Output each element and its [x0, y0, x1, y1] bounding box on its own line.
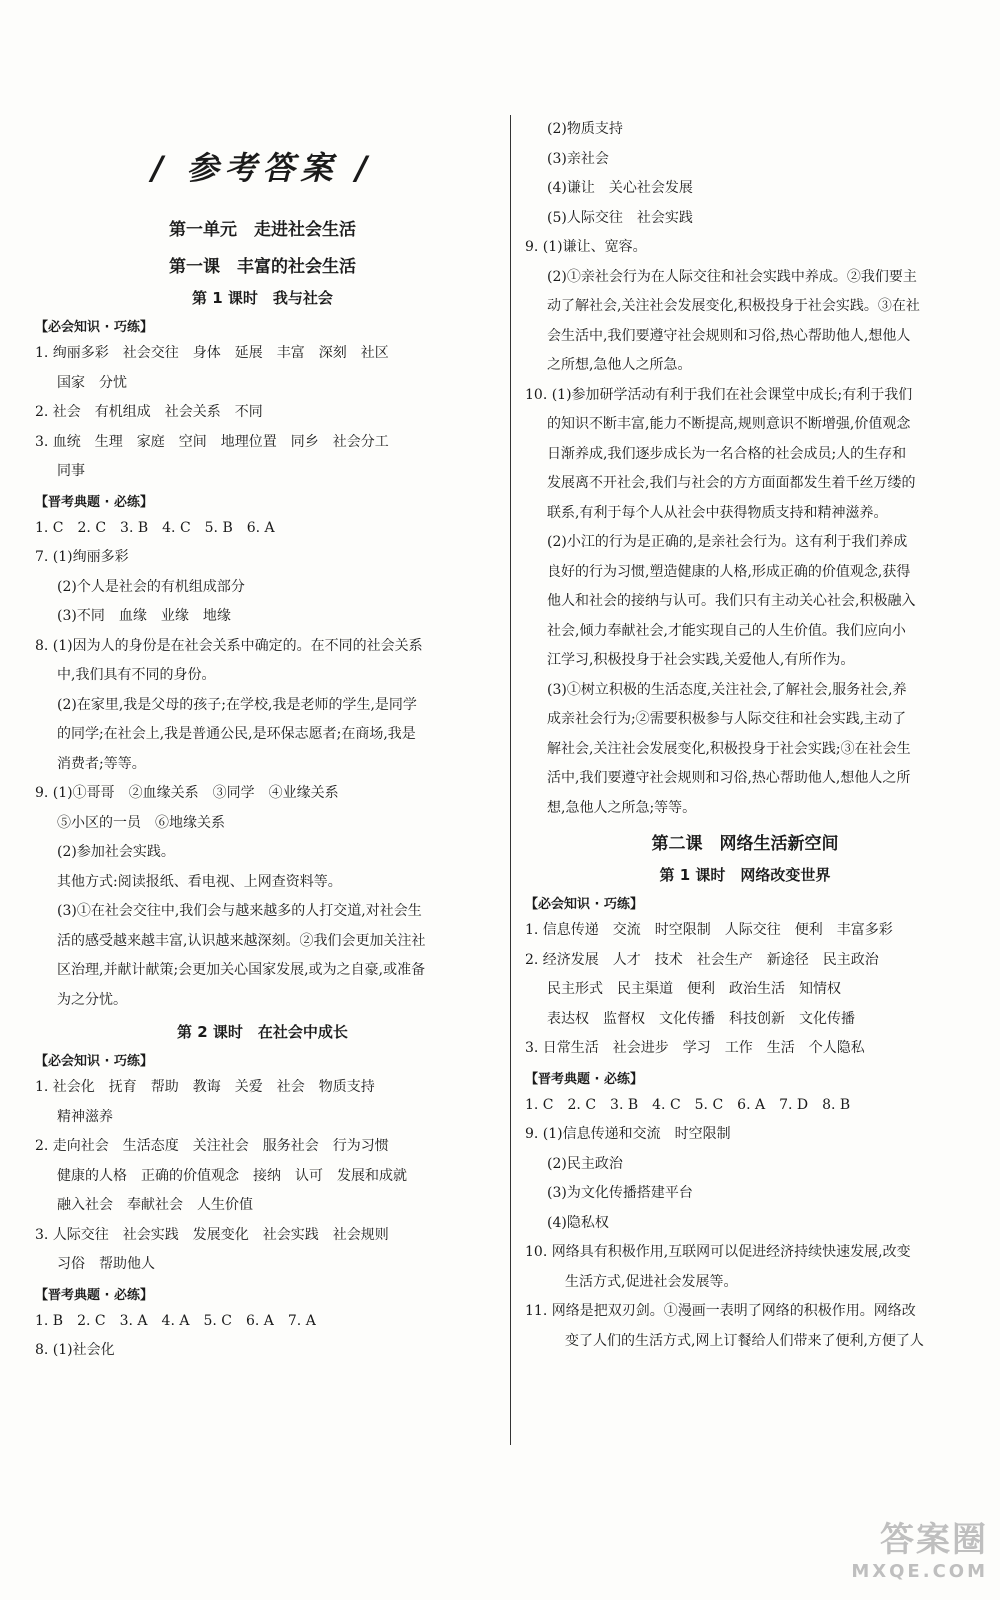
section-label: 【必会知识 · 巧练】	[525, 897, 643, 912]
answer-line: 1. 社会化 抚育 帮助 教诲 关爱 社会 物质支持	[35, 1079, 375, 1095]
answer-line: 发展离不开社会,我们与社会的方方面面都发生着千丝万缕的	[547, 475, 916, 491]
answer-line: 为之分忧。	[57, 991, 127, 1008]
answer-line: 他人和社会的接纳与认可。我们只有主动关心社会,积极融入	[547, 593, 916, 609]
answer-line: 成亲社会行为;②需要积极参与人际交往和社会实践,主动了	[547, 711, 907, 727]
answer-line: 消费者;等等。	[57, 755, 146, 772]
answer-line: (3)亲社会	[547, 150, 609, 167]
column-divider	[510, 115, 511, 1445]
answer-line: (5)人际交往 社会实践	[547, 209, 693, 226]
answer-line: 国家 分忧	[57, 374, 127, 391]
left-column	[35, 115, 490, 1366]
answer-line: (2)①亲社会行为在人际交往和社会实践中养成。②我们要主	[547, 268, 917, 285]
answer-line: 8. (1)社会化	[35, 1342, 115, 1358]
watermark-url: MXQE.COM	[851, 1561, 988, 1582]
answer-line: ⑤小区的一员 ⑥地缘关系	[57, 814, 225, 831]
answer-line: 同事	[57, 463, 85, 479]
answer-line: 日渐养成,我们逐步成长为一名合格的社会成员;人的生存和	[547, 445, 907, 462]
answer-line: (4)谦让 关心社会发展	[547, 180, 693, 196]
answer-line: 8. (1)因为人的身份是在社会关系中确定的。在不同的社会关系	[35, 637, 423, 654]
answer-line: 9. (1)①哥哥 ②血缘关系 ③同学 ④业缘关系	[35, 785, 339, 801]
answer-line: 解社会,关注社会发展变化,积极投身于社会实践;③在社会生	[547, 740, 911, 757]
answer-line: (3)为文化传播搭建平台	[547, 1185, 693, 1201]
answer-line: (2)在家里,我是父母的孩子;在学校,我是老师的学生,是同学	[57, 696, 417, 713]
answer-line: 1. 信息传递 交流 时空限制 人际交往 便利 丰富多彩	[525, 922, 893, 938]
answer-line: 活中,我们要遵守社会规则和习俗,热心帮助他人,想他人之所	[547, 770, 911, 786]
answer-line: 联系,有利于每个人从社会中获得物质支持和精神滋养。	[547, 504, 888, 521]
answer-line: 民主形式 民主渠道 便利 政治生活 知情权	[547, 981, 841, 997]
answer-line: 会生活中,我们要遵守社会规则和习俗,热心帮助他人,想他人	[547, 327, 911, 344]
answer-line: (2)小江的行为是正确的,是亲社会行为。这有利于我们养成	[547, 534, 908, 550]
answer-line: 习俗 帮助他人	[57, 1256, 155, 1272]
answer-line: 想,急他人之所急;等等。	[547, 799, 697, 816]
unit-heading: 第一单元 走进社会生活	[169, 220, 356, 240]
answer-line: 11. 网络是把双刃剑。①漫画一表明了网络的积极作用。网络改	[525, 1303, 916, 1319]
lesson-heading: 第一课 丰富的社会生活	[169, 257, 356, 277]
answer-line: (3)不同 血缘 业缘 地缘	[57, 608, 231, 624]
page-title: / 参考答案 /	[151, 149, 374, 187]
answer-line: 3. 日常生活 社会进步 学习 工作 生活 个人隐私	[525, 1040, 865, 1056]
section-label: 【晋考典题 · 必练】	[35, 494, 153, 510]
answer-line: 1. B 2. C 3. A 4. A 5. C 6. A 7. A	[35, 1312, 316, 1329]
answer-line: 3. 人际交往 社会实践 发展变化 社会实践 社会规则	[35, 1226, 389, 1243]
answer-line: 活的感受越来越丰富,认识越来越深刻。②我们会更加关注社	[57, 932, 426, 949]
answer-line: 表达权 监督权 文化传播 科技创新 文化传播	[547, 1010, 855, 1027]
answer-line: 2. 经济发展 人才 技术 社会生产 新途径 民主政治	[525, 951, 879, 968]
section-label: 【晋考典题 · 必练】	[525, 1071, 643, 1087]
answer-line: (2)参加社会实践。	[57, 844, 175, 860]
answer-line: 9. (1)信息传递和交流 时空限制	[525, 1126, 731, 1142]
answer-line: (3)①在社会交往中,我们会与越来越多的人打交道,对社会生	[57, 903, 422, 919]
answer-line: 其他方式:阅读报纸、看电视、上网查资料等。	[57, 873, 342, 890]
answer-line: 健康的人格 正确的价值观念 接纳 认可 发展和成就	[57, 1167, 407, 1184]
answer-line: 区治理,并献计献策;会更加关心国家发展,或为之自豪,或准备	[57, 962, 426, 978]
answer-line: 2. 社会 有机组成 社会关系 不同	[35, 404, 263, 420]
answer-line: 1. C 2. C 3. B 4. C 5. C 6. A 7. D 8. B	[525, 1096, 851, 1113]
site-watermark	[851, 1512, 988, 1582]
answer-line: 1. 绚丽多彩 社会交往 身体 延展 丰富 深刻 社区	[35, 345, 389, 361]
answer-line: (2)物质支持	[547, 121, 623, 137]
answer-line: 10. (1)参加研学活动有利于我们在社会课堂中成长;有利于我们	[525, 386, 913, 403]
answer-line: (3)①树立积极的生活态度,关注社会,了解社会,服务社会,养	[547, 681, 907, 698]
answer-line: (4)隐私权	[547, 1214, 609, 1231]
answer-line: 融入社会 奉献社会 人生价值	[57, 1197, 253, 1213]
lesson-heading: 第二课 网络生活新空间	[651, 834, 839, 854]
answer-line: 生活方式,促进社会发展等。	[565, 1273, 738, 1290]
answer-line: 7. (1)绚丽多彩	[35, 549, 129, 565]
answer-line: 3. 血统 生理 家庭 空间 地理位置 同乡 社会分工	[35, 433, 389, 450]
answer-line: 良好的行为习惯,塑造健康的人格,形成正确的价值观念,获得	[547, 563, 911, 580]
answer-line: 1. C 2. C 3. B 4. C 5. B 6. A	[35, 519, 275, 536]
right-column	[525, 115, 965, 1356]
answer-line: 的知识不断丰富,能力不断提高,规则意识不断增强,价值观念	[547, 416, 911, 432]
answer-line: 精神滋养	[57, 1108, 113, 1125]
period-heading: 第 1 课时 网络改变世界	[659, 866, 831, 884]
answer-line: 10. 网络具有积极作用,互联网可以促进经济持续快速发展,改变	[525, 1244, 911, 1260]
answer-line: 江学习,积极投身于社会实践,关爱他人,有所作为。	[547, 652, 855, 668]
answer-line: 中,我们具有不同的身份。	[57, 667, 216, 683]
answer-line: 变了人们的生活方式,网上订餐给人们带来了便利,方便了人	[565, 1332, 924, 1349]
answer-line: 的同学;在社会上,我是普通公民,是环保志愿者;在商场,我是	[57, 726, 416, 742]
answer-line: 之所想,急他人之所急。	[547, 357, 692, 373]
answer-line: 2. 走向社会 生活态度 关注社会 服务社会 行为习惯	[35, 1138, 389, 1154]
answer-line: 动了解社会,关注社会发展变化,积极投身于社会实践。③在社	[547, 298, 920, 314]
watermark-logo-text: 答案圈	[880, 1520, 988, 1560]
answer-line: (2)民主政治	[547, 1155, 623, 1172]
section-label: 【必会知识 · 巧练】	[35, 1054, 153, 1069]
answer-line: (2)个人是社会的有机组成部分	[57, 578, 245, 595]
section-label: 【必会知识 · 巧练】	[35, 320, 153, 335]
period-heading: 第 1 课时 我与社会	[192, 289, 333, 307]
answer-line: 社会,倾力奉献社会,才能实现自己的人生价值。我们应向小	[547, 622, 906, 639]
period-heading: 第 2 课时 在社会中成长	[177, 1023, 348, 1041]
answer-line: 9. (1)谦让、宽容。	[525, 239, 647, 255]
section-label: 【晋考典题 · 必练】	[35, 1287, 153, 1303]
